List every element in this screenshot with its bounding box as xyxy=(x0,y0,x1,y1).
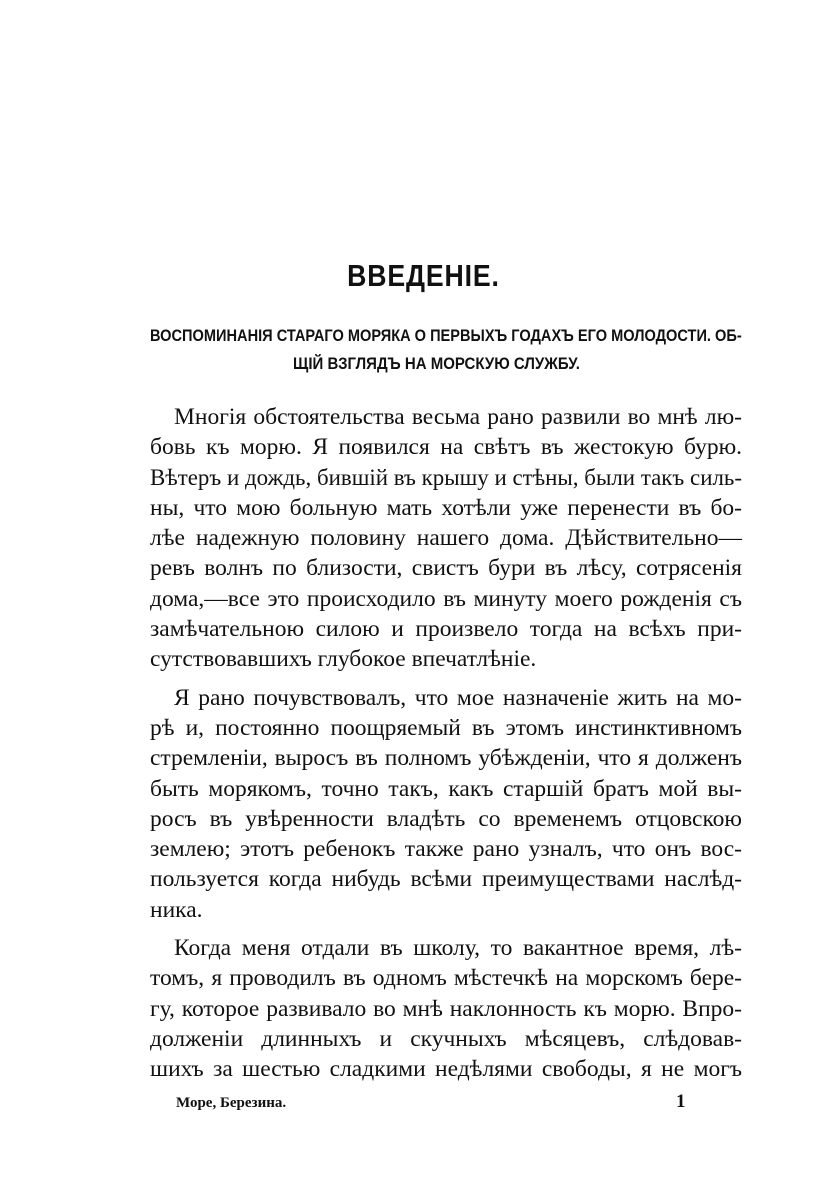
text-line: рѣ и, постоянно поощряемый въ этомъ инстинктивномъ xyxy=(150,714,742,741)
text-line: Я рано почувствовалъ, что мое назначеніе жить на мо- xyxy=(174,684,742,711)
page-number: 1 xyxy=(676,1091,686,1112)
text-line: сутствовавшихъ глубокое впечатлѣніе. xyxy=(150,646,537,673)
text-line: землею; этотъ ребенокъ также рано узналъ, что онъ вос- xyxy=(150,836,742,863)
paragraph xyxy=(150,933,742,1084)
text-line: росъ въ увѣренности владѣть со временемъ отцовскою xyxy=(150,805,742,832)
paragraph xyxy=(150,402,742,675)
chapter-subtitle xyxy=(150,322,742,378)
text-line: пользуется когда нибудь всѣми преимуществами наслѣд- xyxy=(150,866,742,893)
paragraph xyxy=(150,683,742,925)
text-line: быть морякомъ, точно такъ, какъ старшій братъ мой вы- xyxy=(150,775,742,802)
text-line: ника. xyxy=(150,896,203,923)
text-line: лѣе надежную половину нашего дома. Дѣйствительно— xyxy=(150,525,742,552)
chapter-heading: ВВЕДЕНІЕ. xyxy=(347,258,500,293)
text-line: бовь къ морю. Я появился на свѣтъ въ жестокую бурю. xyxy=(150,434,742,461)
text-line: долженіи длинныхъ и скучныхъ мѣсяцевъ, слѣдовав- xyxy=(150,1025,742,1052)
text-line: дома,—все это происходило въ минуту моего рожденія съ xyxy=(150,585,742,612)
text-line: ны, что мою больную мать хотѣли уже перенести въ бо- xyxy=(150,494,742,521)
text-line: ревъ волнъ по близости, свистъ бури въ лѣсу, сотрясенія xyxy=(150,555,742,582)
subtitle-line-2: ЩІЙ ВЗГЛЯДЪ НА МОРСКУЮ СЛУЖБУ. xyxy=(293,354,580,373)
text-line: шихъ за шестью сладкими недѣлями свободы, я не могъ xyxy=(150,1056,742,1083)
text-line: Многія обстоятельства весьма рано развили во мнѣ лю- xyxy=(174,404,742,430)
footer-signature: Море, Березина. xyxy=(176,1095,287,1111)
subtitle-line-1: ВОСПОМИНАНІЯ СТАРАГО МОРЯКА О ПЕРВЫХЪ ГОДАХЪ ЕГО МОЛОДОСТИ. ОБ- xyxy=(150,326,742,345)
text-line: гу, которое развивало во мнѣ наклонность къ морю. Впро- xyxy=(150,995,742,1022)
text-line: Когда меня отдали въ школу, то вакантное время, лѣ- xyxy=(174,935,742,962)
text-line: стремленіи, выросъ въ полномъ убѣжденіи, что я долженъ xyxy=(150,745,742,772)
text-line: томъ, я проводилъ въ одномъ мѣстечкѣ на морскомъ бере- xyxy=(150,965,742,992)
text-line: Вѣтеръ и дождь, бившій въ крышу и стѣны, были такъ силь- xyxy=(150,464,742,491)
text-line: замѣчательною силою и произвело тогда на всѣхъ при- xyxy=(150,616,742,643)
body-text xyxy=(150,402,742,1085)
